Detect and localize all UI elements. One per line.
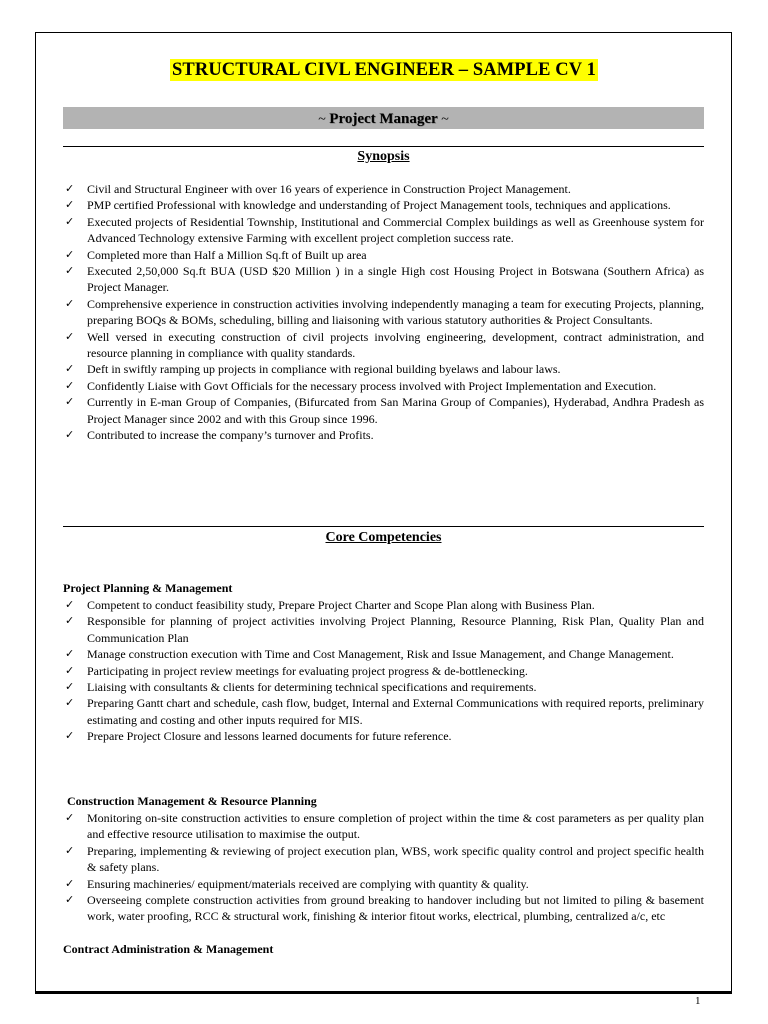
- list-item: [63, 197, 704, 213]
- list-item: [63, 597, 704, 613]
- list-item: [63, 263, 704, 296]
- list-item: [63, 843, 704, 876]
- check-icon: ✓: [65, 680, 75, 694]
- list-item-text: Manage construction execution with Time and Cost Management, Risk and Issue Management, and Change Management.: [87, 647, 674, 662]
- check-icon: ✓: [65, 428, 75, 442]
- check-icon: ✓: [65, 329, 75, 343]
- construction-management-list: [63, 810, 704, 925]
- list-item: [63, 695, 704, 728]
- list-item: [63, 181, 704, 197]
- check-icon: ✓: [65, 843, 75, 857]
- list-item-text: Competent to conduct feasibility study, Prepare Project Charter and Scope Plan along with Business Plan.: [87, 598, 595, 612]
- check-icon: ✓: [65, 214, 75, 228]
- check-icon: ✓: [65, 876, 75, 890]
- role-suffix: ~: [437, 112, 449, 127]
- check-icon: ✓: [65, 893, 75, 907]
- contract-administration-heading: Contract Administration & Management: [63, 942, 274, 956]
- list-item: [63, 679, 704, 695]
- synopsis-heading: Synopsis: [357, 149, 410, 164]
- bottom-rule: [35, 991, 732, 994]
- list-item-text: Overseeing complete construction activities from ground breaking to handover including but not limited to piling & basement work, water proofing, RCC & structural work, finishing & interior fitout works, electrical, plumbing, centralized a/c, etc: [87, 893, 704, 924]
- list-item-text: Contributed to increase the company’s turnover and Profits.: [87, 428, 374, 443]
- list-item: [63, 394, 704, 427]
- list-item: [63, 329, 704, 362]
- page-number: 1: [695, 995, 701, 1007]
- list-item-text: Comprehensive experience in construction activities involving independently managing a team for executing Projects, planning, preparing BOQs & BOMs, scheduling, billing and liaisoning with various statutory authorities & Project Consultants.: [87, 296, 704, 328]
- list-item: [63, 663, 704, 679]
- list-item: [63, 361, 704, 377]
- list-item-text: Preparing Gantt chart and schedule, cash flow, budget, Internal and External Communications with required reports, preliminary estimating and costing and other inputs required for MIS.: [87, 696, 704, 727]
- check-icon: ✓: [65, 663, 75, 677]
- role-prefix: ~: [318, 112, 330, 127]
- synopsis-list: [63, 181, 704, 444]
- list-item: [63, 427, 704, 443]
- check-icon: ✓: [65, 811, 75, 824]
- list-item-text: Prepare Project Closure and lessons learned documents for future reference.: [87, 729, 452, 744]
- role-bar: [63, 107, 704, 129]
- check-icon: ✓: [65, 614, 75, 628]
- list-item: [63, 247, 704, 263]
- list-item-text: Preparing, implementing & reviewing of project execution plan, WBS, work specific quality control and project specific health & safety plans.: [87, 843, 704, 875]
- role-title: Project Manager: [329, 111, 438, 127]
- list-item-text: Responsible for planning of project activities involving Project Planning, Resource Planning, Risk Plan, Quality Plan and Communication Plan: [87, 614, 704, 645]
- check-icon: ✓: [65, 647, 75, 661]
- divider-rule: [63, 146, 704, 147]
- list-item-text: Participating in project review meetings for evaluating project progress & de-bottlenecking.: [87, 663, 528, 678]
- check-icon: ✓: [65, 247, 75, 261]
- list-item-text: Executed projects of Residential Township, Institutional and Commercial Complex buildings as well as Greenhouse system for Advanced Technology extensive Farming with excellent project completion success rate.: [87, 214, 704, 246]
- project-planning-list: [63, 597, 704, 745]
- check-icon: ✓: [65, 696, 75, 710]
- list-item-text: Completed more than Half a Million Sq.ft of Built up area: [87, 247, 367, 262]
- list-item: [63, 810, 704, 843]
- list-item: [63, 728, 704, 744]
- list-item: [63, 378, 704, 394]
- list-item-text: Ensuring machineries/ equipment/materials received are complying with quantity & quality.: [87, 876, 529, 891]
- check-icon: ✓: [65, 729, 75, 743]
- list-item-text: Well versed in executing construction of civil projects involving engineering, development, contract administration, and resource planning in compliance with quality standards.: [87, 329, 704, 361]
- check-icon: ✓: [65, 182, 75, 195]
- list-item: [63, 892, 704, 925]
- check-icon: ✓: [65, 378, 75, 392]
- check-icon: ✓: [65, 598, 75, 611]
- list-item-text: Civil and Structural Engineer with over 16 years of experience in Construction Project Management.: [87, 182, 571, 196]
- check-icon: ✓: [65, 362, 75, 376]
- check-icon: ✓: [65, 264, 75, 278]
- list-item: [63, 876, 704, 892]
- list-item: [63, 646, 704, 662]
- list-item-text: Executed 2,50,000 Sq.ft BUA (USD $20 Million ) in a single High cost Housing Project in Botswana (Southern Africa) as Project Manager.: [87, 264, 704, 295]
- list-item-text: Monitoring on-site construction activities to ensure completion of project within the time & cost parameters as per quality plan and effective resource utilisation to maximise the output.: [87, 811, 704, 842]
- check-icon: ✓: [65, 198, 75, 212]
- construction-management-heading: Construction Management & Resource Planning: [67, 794, 317, 808]
- title-wrap: [0, 60, 768, 81]
- list-item-text: Deft in swiftly ramping up projects in compliance with regional building byelaws and labour laws.: [87, 362, 561, 377]
- list-item-text: Confidently Liaise with Govt Officials for the necessary process involved with Project Implementation and Execution.: [87, 378, 657, 393]
- list-item: [63, 296, 704, 329]
- core-competencies-heading: Core Competencies: [325, 530, 442, 545]
- divider-rule: [63, 526, 704, 527]
- document-title: STRUCTURAL CIVL ENGINEER – SAMPLE CV 1: [172, 60, 596, 80]
- check-icon: ✓: [65, 395, 75, 409]
- project-planning-heading: Project Planning & Management: [63, 581, 233, 595]
- list-item-text: PMP certified Professional with knowledge and understanding of Project Management tools, techniques and applications.: [87, 198, 671, 213]
- list-item: [63, 214, 704, 247]
- list-item: [63, 613, 704, 646]
- list-item-text: Currently in E-man Group of Companies, (Bifurcated from San Marina Group of Companies), Hyderabad, Andhra Pradesh as Project Manager since 2002 and with this Group since 1996.: [87, 395, 704, 426]
- check-icon: ✓: [65, 296, 75, 310]
- list-item-text: Liaising with consultants & clients for determining technical specifications and requirements.: [87, 680, 537, 695]
